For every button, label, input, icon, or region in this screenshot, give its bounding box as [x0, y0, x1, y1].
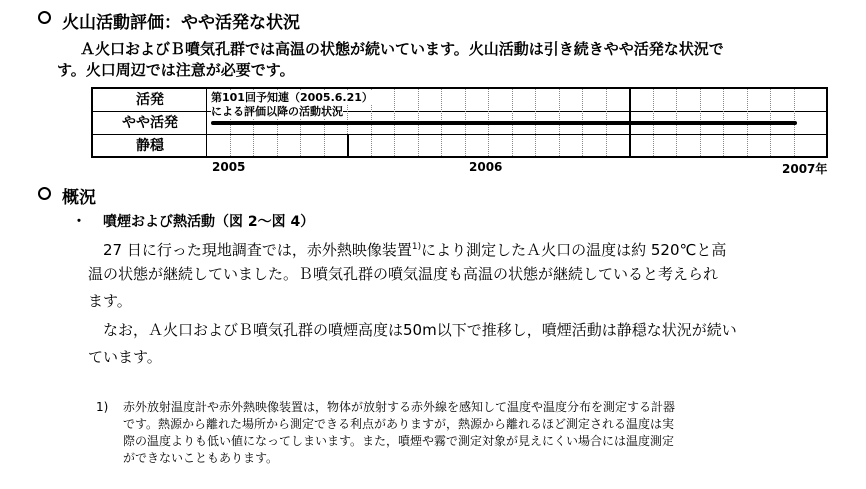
x-label-2006: 2006: [469, 160, 503, 174]
footnote-ref: 1): [411, 242, 422, 252]
activity-level-bar: [211, 121, 797, 125]
level-label-slightly-active: やや活発: [122, 115, 178, 131]
x-label-2005: 2005: [212, 160, 246, 174]
chart-note-line1: 第101回予知連（2005.6.21）: [211, 91, 373, 104]
row-divider: [93, 111, 826, 112]
activity-level-chart: [91, 87, 828, 158]
evaluation-heading: 火山活動評価：やや活発な状況: [62, 13, 300, 33]
paragraph2-line1: なお，Ａ火口およびＢ噴気孔群の噴煙高度は50m以下で推移し，噴煙活動は静穏な状況が続い: [103, 321, 737, 339]
row-divider: [93, 134, 826, 135]
footnote-line2: です。熱源から離れた場所から測定できる利点がありますが，熱源から離れるほど測定される温度は実: [123, 417, 675, 431]
footnote-line4: ができないこともあります。: [123, 451, 279, 465]
paragraph1-line2: 温の状態が継続していました。Ｂ噴気孔群の噴気温度も高温の状態が継続していると考えられ: [88, 265, 719, 283]
overview-heading: 概況: [62, 188, 96, 208]
paragraph1-line1: [103, 234, 726, 264]
level-label-active: 活発: [136, 92, 164, 108]
footnote-line1: 赤外放射温度計や赤外熱映像装置は，物体が放射する赤外線を感知して温度や温度分布を測定する計器: [123, 400, 676, 414]
paragraph1-line3: ます。: [88, 292, 132, 310]
paragraph2-line2: ています。: [88, 348, 162, 366]
footnote-number: 1): [96, 400, 109, 414]
overview-subheading: 噴煙および熱活動（図 2～図 4）: [103, 214, 315, 230]
level-label-calm: 静穏: [136, 138, 164, 154]
label-column-divider: [206, 89, 207, 156]
paragraph1-text-b: により測定したＡ火口の温度は約 520℃と高: [421, 241, 727, 259]
overview-circle-icon: [38, 187, 51, 200]
chart-note-line2: による評価以降の活動状況: [211, 105, 343, 118]
year-divider: [347, 134, 349, 156]
x-label-2007: 2007年: [782, 162, 828, 176]
bullet: ・: [72, 214, 86, 230]
paragraph1-text-a: 27 日に行った現地調査では，赤外熱映像装置: [103, 241, 412, 259]
evaluation-summary-line1: Ａ火口およびＢ噴気孔群では高温の状態が続いています。火山活動は引き続きやや活発な状況で: [80, 40, 724, 58]
footnote-line3: 際の温度よりも低い値になってしまいます。また，噴煙や霧で測定対象が見えにくい場合には温度測定: [123, 434, 675, 448]
evaluation-summary-line2: す。火口周辺では注意が必要です。: [57, 61, 295, 79]
heading-circle-icon: [38, 11, 51, 24]
